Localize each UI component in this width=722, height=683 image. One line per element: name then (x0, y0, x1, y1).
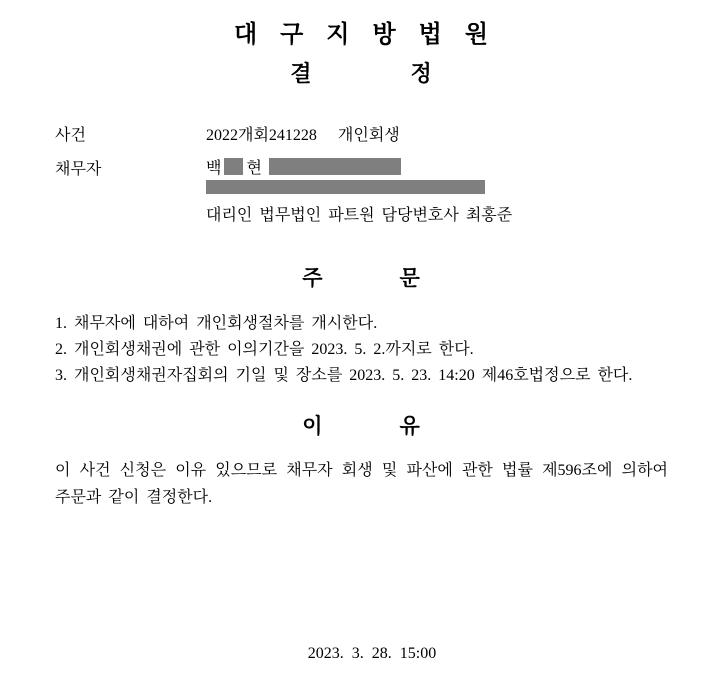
case-label: 사건 (55, 127, 86, 144)
court-title: 대구지방법원 (233, 21, 512, 48)
attorney-line: 대리인 법무법인 파트원 담당변호사 최홍준 (206, 207, 513, 224)
redaction-block-address (206, 180, 485, 194)
decision-heading (0, 57, 722, 88)
reason-heading-char2: 유 (399, 415, 420, 438)
order-heading (0, 262, 722, 292)
debtor-label: 채무자 (55, 161, 102, 178)
debtor-name-part1: 백 (206, 160, 222, 177)
decision-heading-char2: 정 (410, 61, 432, 86)
order-item-3: 3. 개인회생채권자집회의 기일 및 장소를 2023. 5. 23. 14:20 제46호법정으로 한다. (55, 367, 633, 384)
redaction-block-name-rest (269, 158, 401, 175)
case-number: 2022개회241228 (206, 127, 317, 144)
debtor-name-line (206, 155, 401, 178)
order-item-1: 1. 채무자에 대하여 개인회생절차를 개시한다. (55, 315, 378, 332)
reason-heading-char1: 이 (302, 415, 323, 438)
order-heading-char2: 문 (399, 267, 420, 290)
case-type: 개인회생 (337, 127, 400, 144)
reason-paragraph (55, 457, 668, 511)
reason-line-2: 주문과 같이 결정한다. (55, 489, 213, 506)
decision-heading-char1: 결 (290, 61, 312, 86)
reason-heading (0, 410, 722, 440)
decision-datetime: 2023. 3. 28. 15:00 (307, 645, 437, 662)
order-item-2: 2. 개인회생채권에 관한 이의기간을 2023. 5. 2.까지로 한다. (55, 341, 474, 358)
order-heading-char1: 주 (302, 267, 323, 290)
order-items (55, 311, 680, 389)
reason-line-1: 이 사건 신청은 이유 있으므로 채무자 회생 및 파산에 관한 법률 제596조에 의하여 (55, 462, 668, 479)
redaction-block-name-char (224, 158, 243, 175)
case-value (206, 122, 400, 145)
court-title-row (0, 14, 722, 49)
debtor-name-part2: 현 (246, 160, 262, 177)
